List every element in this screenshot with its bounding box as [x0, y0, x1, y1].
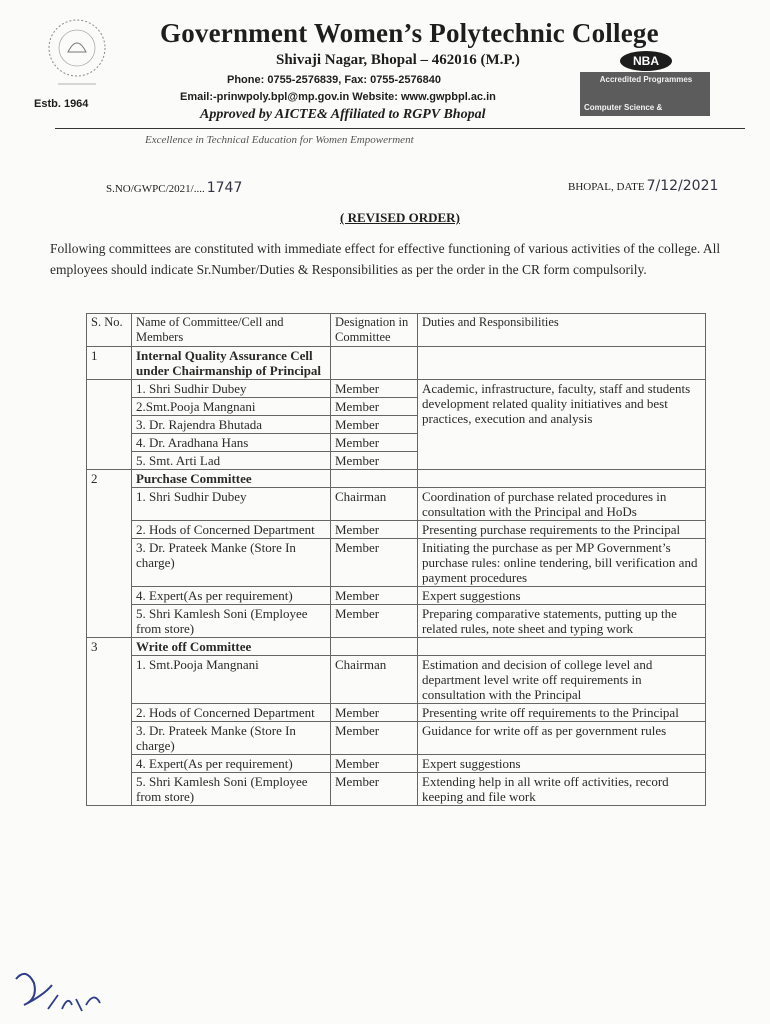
committee-3-member-1: 1. Smt.Pooja Mangnani: [132, 656, 331, 704]
committee-2-designation-1: Chairman: [331, 488, 418, 521]
handwritten-signature: [8, 965, 118, 1020]
committee-1-designation-5: Member: [331, 452, 418, 470]
committee-2-duty-1: Coordination of purchase related procedures in consultation with the Principal and HoDs: [418, 488, 706, 521]
reference-number-label: S.NO/GWPC/2021/....: [106, 183, 205, 195]
committee-3-member-4: 4. Expert(As per requirement): [132, 755, 331, 773]
committee-3-duty-4: Expert suggestions: [418, 755, 706, 773]
table-row: [87, 380, 706, 398]
committee-3-member-5: 5. Shri Kamlesh Soni (Employee from store): [132, 773, 331, 806]
college-address: Shivaji Nagar, Bhopal – 462016 (M.P.): [276, 52, 520, 68]
committee-2-duty-5: Preparing comparative statements, putting up the related rules, note sheet and typing work: [418, 605, 706, 638]
college-name: Government Women’s Polytechnic College: [160, 18, 659, 48]
order-intro: Following committees are constituted with immediate effect for effective functioning of various activities of the college. All employees should indicate Sr.Number/Duties & Responsibilities as per the order in the CR form compulsorily.: [50, 241, 721, 277]
committee-1-designation-4: Member: [331, 434, 418, 452]
committees-table: [86, 313, 706, 806]
nba-badge-text: NBA: [633, 54, 659, 68]
nba-line-1: Accredited Programmes: [599, 75, 693, 84]
committee-1-designation-3: Member: [331, 416, 418, 434]
table-row: [87, 587, 706, 605]
committee-2-member-4: 4. Expert(As per requirement): [132, 587, 331, 605]
college-tagline: Excellence in Technical Education for Women Empowerment: [145, 134, 414, 146]
committee-3-title: Write off Committee: [132, 638, 331, 656]
committee-1-member-1: 1. Shri Sudhir Dubey: [132, 380, 331, 398]
committee-1-title: Internal Quality Assurance Cell under Chairmanship of Principal: [132, 347, 331, 380]
reference-number-handwritten: 1747: [206, 180, 243, 196]
table-row: [87, 605, 706, 638]
reference-date-handwritten: 7/12/2021: [646, 178, 719, 194]
committee-3-sno: 3: [87, 638, 132, 806]
committee-2-designation-2: Member: [331, 521, 418, 539]
table-row: [87, 539, 706, 587]
reference-date: [568, 178, 718, 194]
header-rule: [55, 128, 745, 129]
table-row: [87, 488, 706, 521]
table-row: [87, 773, 706, 806]
committee-3-designation-4: Member: [331, 755, 418, 773]
committee-2-duty-3: Initiating the purchase as per MP Government’s purchase rules: online tendering, bill verification and payment procedures: [418, 539, 706, 587]
committee-2-designation-5: Member: [331, 605, 418, 638]
committee-1-designation-1: Member: [331, 380, 418, 398]
committee-2-designation-3: Member: [331, 539, 418, 587]
table-row: [87, 722, 706, 755]
committee-1-member-5: 5. Smt. Arti Lad: [132, 452, 331, 470]
committee-3-designation-3: Member: [331, 722, 418, 755]
committee-3-duty-1: Estimation and decision of college level and department level write off requirements in consultation with the Principal: [418, 656, 706, 704]
nba-line-2: Computer Science &: [584, 103, 663, 112]
phone-fax: Phone: 0755-2576839, Fax: 0755-2576840: [227, 74, 442, 86]
committee-1-sno: 1: [87, 347, 132, 380]
reference-number: [106, 180, 242, 196]
committee-2-title: Purchase Committee: [132, 470, 331, 488]
email-website: Email:-prinwpoly.bpl@mp.gov.in Website: www.gwpbpl.ac.in: [180, 91, 496, 103]
table-row: [87, 755, 706, 773]
committee-3-duty-3: Guidance for write off as per government rules: [418, 722, 706, 755]
header-designation: Designation in Committee: [331, 314, 418, 347]
table-row: [87, 347, 706, 380]
table-row: [87, 656, 706, 704]
header-sno: S. No.: [87, 314, 132, 347]
committee-2-member-5: 5. Shri Kamlesh Soni (Employee from store): [132, 605, 331, 638]
table-row: [87, 521, 706, 539]
nba-accreditation-badge: [580, 50, 710, 120]
header-duties: Duties and Responsibilities: [418, 314, 706, 347]
committee-1-member-3: 3. Dr. Rajendra Bhutada: [132, 416, 331, 434]
committee-3-duty-5: Extending help in all write off activities, record keeping and file work: [418, 773, 706, 806]
committee-1-duties: Academic, infrastructure, faculty, staff and students development related quality initiatives and best practices, execution and analysis: [418, 380, 706, 470]
college-seal-logo: [28, 12, 126, 94]
committee-2-member-1: 1. Shri Sudhir Dubey: [132, 488, 331, 521]
committee-3-member-2: 2. Hods of Concerned Department: [132, 704, 331, 722]
committee-3-designation-1: Chairman: [331, 656, 418, 704]
committee-3-designation-5: Member: [331, 773, 418, 806]
order-title: ( REVISED ORDER): [340, 210, 460, 225]
committee-3-duty-2: Presenting write off requirements to the Principal: [418, 704, 706, 722]
committee-1-designation-2: Member: [331, 398, 418, 416]
established-year: Estb. 1964: [34, 98, 89, 110]
committee-3-member-3: 3. Dr. Prateek Manke (Store In charge): [132, 722, 331, 755]
header-name: Name of Committee/Cell and Members: [132, 314, 331, 347]
table-row: [87, 704, 706, 722]
committee-2-member-2: 2. Hods of Concerned Department: [132, 521, 331, 539]
table-header-row: [87, 314, 706, 347]
approval-line: Approved by AICTE& Affiliated to RGPV Bhopal: [200, 107, 486, 122]
committee-2-sno: 2: [87, 470, 132, 638]
committee-2-member-3: 3. Dr. Prateek Manke (Store In charge): [132, 539, 331, 587]
table-row: [87, 638, 706, 656]
committee-2-duty-2: Presenting purchase requirements to the Principal: [418, 521, 706, 539]
committee-3-designation-2: Member: [331, 704, 418, 722]
committee-1-member-4: 4. Dr. Aradhana Hans: [132, 434, 331, 452]
committee-2-designation-4: Member: [331, 587, 418, 605]
committee-1-member-2: 2.Smt.Pooja Mangnani: [132, 398, 331, 416]
table-row: [87, 470, 706, 488]
reference-date-label: BHOPAL, DATE: [568, 181, 645, 193]
committee-2-duty-4: Expert suggestions: [418, 587, 706, 605]
